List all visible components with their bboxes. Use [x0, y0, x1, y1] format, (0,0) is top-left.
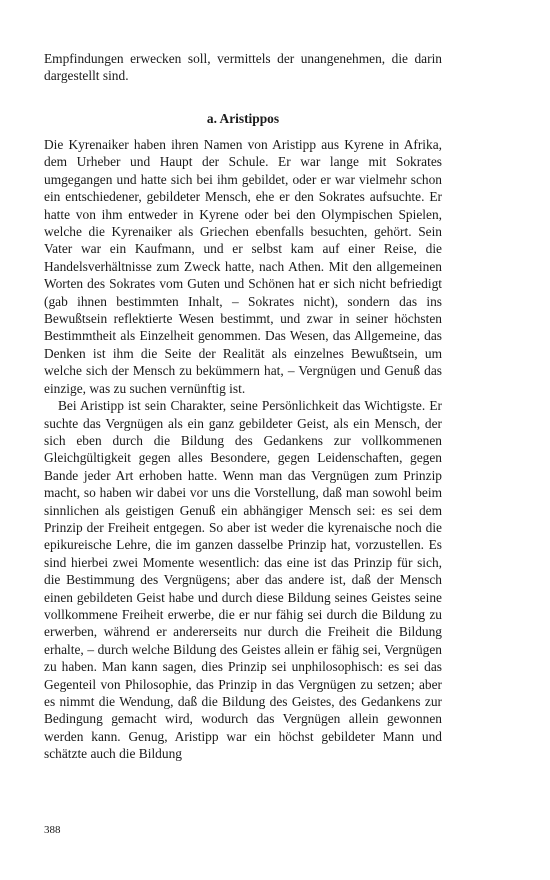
lead-paragraph [44, 50, 442, 85]
paragraph-2: Bei Aristipp ist sein Charakter, seine Persönlichkeit das Wichtigste. Er suchte das Vergnügen als ein ganz gebildeter Geist, als ein Mensch, der sich eben durch die Bildung des Gedankens zur vollkommenen Gleichgültigkeit gegen alles Besondere, gegen Leidenschaften, gegen Bande jeder Art erhoben hatte. Wenn man das Vergnügen zum Prinzip macht, so haben wir dabei vor uns die Vorstellung, daß man sowohl beim sinnlichen als geistigen Genuß ein abhängiger Mensch sei: es sei dem Prinzip der Freiheit entgegen. So aber ist weder die kyrenaische noch die epikureische Lehre, die im ganzen dasselbe Prinzip hat, vorzustellen. Es sind hierbei zwei Momente wesentlich: das eine ist das Prinzip für sich, die Bestimmung des Vergnügens; aber das andere ist, daß der Mensch einen gebildeten Geist habe und durch diese Bildung seines Geistes seine vollkommene Freiheit erwerbe, die er nur fähig sei durch die Bildung zu erwerben, während er andererseits nur durch die Freiheit die Bildung erhalte, – durch welche Bildung des Geistes allein er fähig sei, Vergnügen zu haben. Man kann sagen, dies Prinzip sei unphilosophisch: es sei das Gegenteil von Philosophie, das Prinzip in das Vergnügen zu setzen; aber es nimmt die Wendung, daß die Bildung des Geistes, des Gedankens zur Bedingung gemacht wird, wodurch das Vergnügen allein gewonnen werden kann. Genug, Aristipp war ein höchst gebildeter Mann und schätzte auch die Bildung [44, 398, 442, 762]
section-heading: a. Aristippos [206, 111, 280, 126]
body-text [44, 136, 442, 763]
lead-text: Empfindungen erwecken soll, vermittels der unangenehmen, die darin dargestellt sind. [44, 51, 442, 84]
page-number: 388 [44, 824, 61, 836]
paragraph-1: Die Kyrenaiker haben ihren Namen von Aristipp aus Kyrene in Afrika, dem Urheber und Haupt der Schule. Er war lange mit Sokrates umgegangen und hatte sich bei ihm gebildet, oder er war vielmehr schon ein entschiedener, gebildeter Mensch, ehe er den Sokrates aufsuchte. Er hatte von ihm entweder in Kyrene oder bei den Olympischen Spielen, welche die Kyrenaiker als Griechen ebenfalls besuchten, gehört. Sein Vater war ein Kaufmann, und er selbst kam auf einer Reise, die Handelsverhältnisse zum Zweck hatte, nach Athen. Mit den allgemeinen Worten des Sokrates vom Guten und Schönen hat er sich nicht befriedigt (gab ihnen bestimmten Inhalt, – Sokrates nicht), sondern das ins Bewußtsein reflektierte Wesen bestimmt, und zwar in seiner höchsten Bestimmtheit als Einzelheit genommen. Das Wesen, das Allgemeine, das Denken ist ihm die Seite der Realität als einzelnes Bewußtsein, um welche sich der Mensch zu bekümmern hat, – Vergnügen und Genuß das einzige, was zu suchen vernünftig ist. [44, 137, 442, 396]
